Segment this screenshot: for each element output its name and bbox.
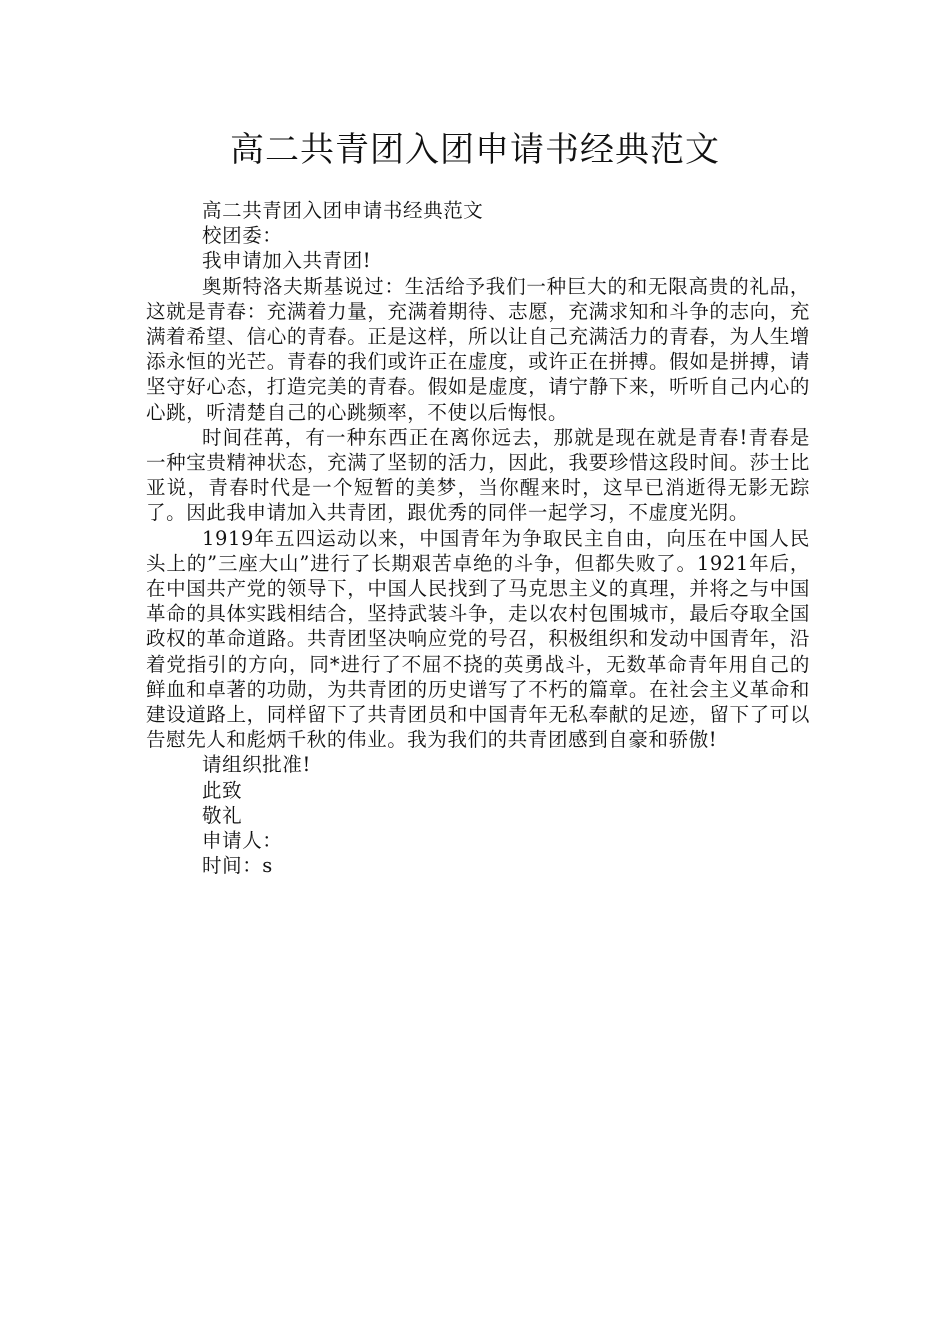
date-line: 时间：s [202,854,273,878]
application-statement: 我申请加入共青团! [202,249,372,273]
applicant-line: 申请人： [202,829,283,853]
closing-jingli: 敬礼 [202,803,243,827]
document-title: 高二共青团入团申请书经典范文 [230,130,720,170]
body-paragraph-1: 奥斯特洛夫斯基说过：生活给予我们一种巨大的和无限高贵的礼品，这就是青春：充满着力量，充满着期待、志愿，充满求知和斗争的志向，充满着希望、信心的青春。正是这样，所以让自己充满活力的青春，为人生增添永恒的光芒。青春的我们或许正在虚度，或许正在拼搏。假如是拼搏，请坚守好心态，打造完美的青春。假如是虚度，请宁静下来，听听自己内心的心跳，听清楚自己的心跳频率，不使以后悔恨。 [146,274,810,424]
body-paragraph-3: 1919年五四运动以来，中国青年为争取民主自由，向压在中国人民头上的”三座大山”进行了长期艰苦卓绝的斗争，但都失败了。1921年后，在中国共产党的领导下，中国人民找到了马克思主义的真理，并将之与中国革命的具体实践相结合，坚持武装斗争，走以农村包围城市，最后夺取全国政权的革命道路。共青团坚决响应党的号召，积极组织和发动中国青年，沿着党指引的方向，同*进行了不屈不挠的英勇战斗，无数革命青年用自己的鲜血和卓著的功勋，为共青团的历史谱写了不朽的篇章。在社会主义革命和建设道路上，同样留下了共青团员和中国青年无私奉献的足迹，留下了可以告慰先人和彪炳千秋的伟业。我为我们的共青团感到自豪和骄傲! [146,526,810,752]
subtitle-line: 高二共青团入团申请书经典范文 [202,199,484,222]
document-body [146,198,810,878]
body-paragraph-2: 时间荏苒，有一种东西正在离你远去，那就是现在就是青春!青春是一种宝贵精神状态，充满了坚韧的活力，因此，我要珍惜这段时间。莎士比亚说，青春时代是一个短暂的美梦，当你醒来时，这早已消逝得无影无踪了。因此我申请加入共青团，跟优秀的同伴一起学习，不虚度光阴。 [146,425,810,525]
closing-cizhi: 此致 [202,778,243,802]
request-approval: 请组织批准! [202,753,311,777]
salutation: 校团委： [202,224,283,248]
